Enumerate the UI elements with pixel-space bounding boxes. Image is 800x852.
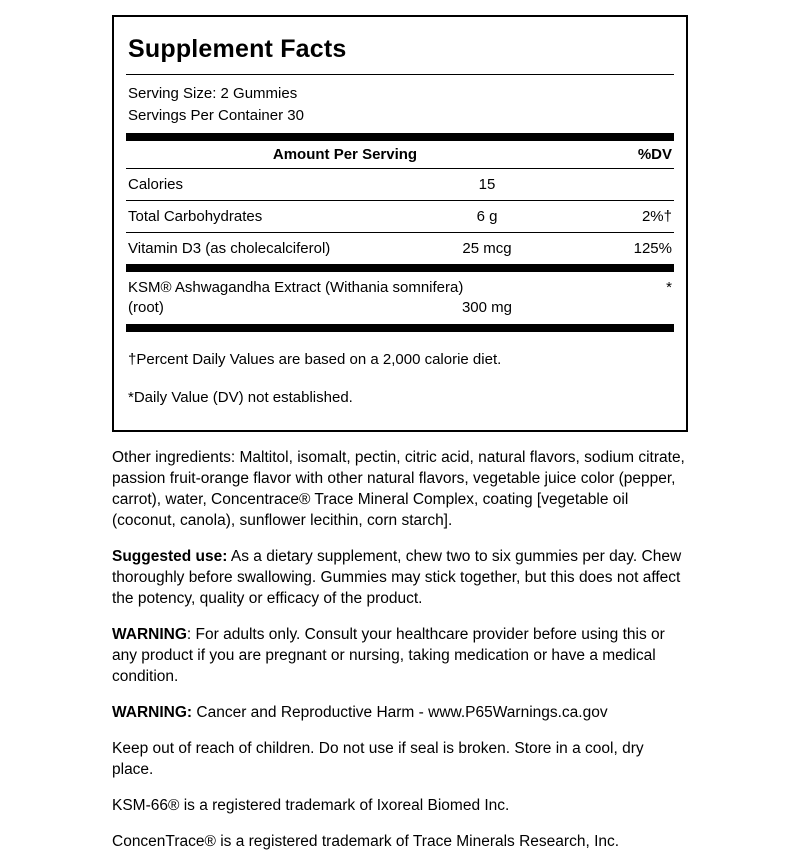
- trademark-ksm-text: KSM-66® is a registered trademark of Ixoreal Biomed Inc.: [112, 797, 510, 814]
- divider-thick-middle: [126, 264, 674, 272]
- footnote-dv-not-established: *Daily Value (DV) not established.: [128, 389, 353, 406]
- paragraph-suggested-use: [112, 546, 688, 609]
- extract-root-label: (root): [128, 299, 164, 316]
- warning-p65-label: WARNING:: [112, 704, 193, 721]
- amount-per-serving-header: Amount Per Serving: [272, 146, 418, 163]
- table-row: [126, 169, 674, 201]
- serving-size: Serving Size: 2 Gummies: [128, 85, 298, 102]
- paragraph-trademark-concentrace: [112, 831, 688, 852]
- suggested-use-label: Suggested use:: [112, 548, 228, 565]
- extract-line-2: [128, 299, 672, 316]
- servings-per-container: Servings Per Container 30: [128, 107, 304, 124]
- trademark-concentrace-text: ConcenTrace® is a registered trademark of Trace Minerals Research, Inc.: [112, 833, 620, 850]
- paragraph-warning-adults: [112, 624, 688, 687]
- divider-thick-top: [126, 133, 674, 141]
- extract-line-1: [128, 279, 672, 296]
- warning-text: : For adults only. Consult your healthcare provider before using this or any product if you are pregnant or nursing, taking medication or have a medical condition.: [112, 626, 665, 685]
- supplement-facts-title: Supplement Facts: [126, 29, 674, 75]
- paragraph-trademark-ksm: [112, 795, 688, 816]
- divider-thick-bottom: [126, 324, 674, 332]
- warning-p65-text: Cancer and Reproductive Harm - www.P65Warnings.ca.gov: [192, 704, 608, 721]
- table-row: [126, 233, 674, 264]
- nutrient-amount: 15: [478, 176, 496, 193]
- supplement-facts-panel: [112, 15, 688, 432]
- paragraph-other-ingredients: [112, 447, 688, 531]
- extract-row: [126, 272, 674, 324]
- nutrient-name: Total Carbohydrates: [128, 208, 263, 225]
- nutrient-name: Calories: [128, 176, 184, 193]
- other-ingredients-text: Other ingredients: Maltitol, isomalt, pectin, citric acid, natural flavors, sodium citrate, passion fruit-orange flavor with other natural flavors, vegetable juice color (pepper, carrot), water, Concentrace® Trace Mineral Complex, coating [vegetable oil (coconut, canola), sunflower lecithin, corn starch].: [112, 449, 685, 529]
- warning-label: WARNING: [112, 626, 187, 643]
- extract-dv: *: [666, 279, 672, 296]
- nutrient-amount: 25 mcg: [462, 240, 512, 257]
- label-body-text: [112, 447, 688, 852]
- dv-header: %DV: [637, 146, 672, 163]
- paragraph-warning-p65: [112, 702, 688, 723]
- nutrient-amount: 6 g: [476, 208, 498, 225]
- suggested-use-text: As a dietary supplement, chew two to six gummies per day. Chew thoroughly before swallowing. Gummies may stick together, but this does not affect the potency, quality or efficacy of the product.: [112, 548, 682, 607]
- keep-out-text: Keep out of reach of children. Do not use if seal is broken. Store in a cool, dry place.: [112, 740, 644, 778]
- nutrient-name: Vitamin D3 (as cholecalciferol): [128, 240, 331, 257]
- paragraph-keep-out-of-reach: [112, 738, 688, 780]
- extract-name: KSM® Ashwagandha Extract (Withania somnifera): [128, 279, 464, 296]
- table-header-row: [126, 141, 674, 169]
- table-row: [126, 201, 674, 233]
- serving-info: [126, 75, 674, 133]
- footnote-daily-values: †Percent Daily Values are based on a 2,000 calorie diet.: [128, 351, 502, 368]
- nutrient-dv: 125%: [633, 240, 672, 257]
- nutrient-dv: 2%†: [641, 208, 672, 225]
- extract-amount: 300 mg: [461, 299, 513, 316]
